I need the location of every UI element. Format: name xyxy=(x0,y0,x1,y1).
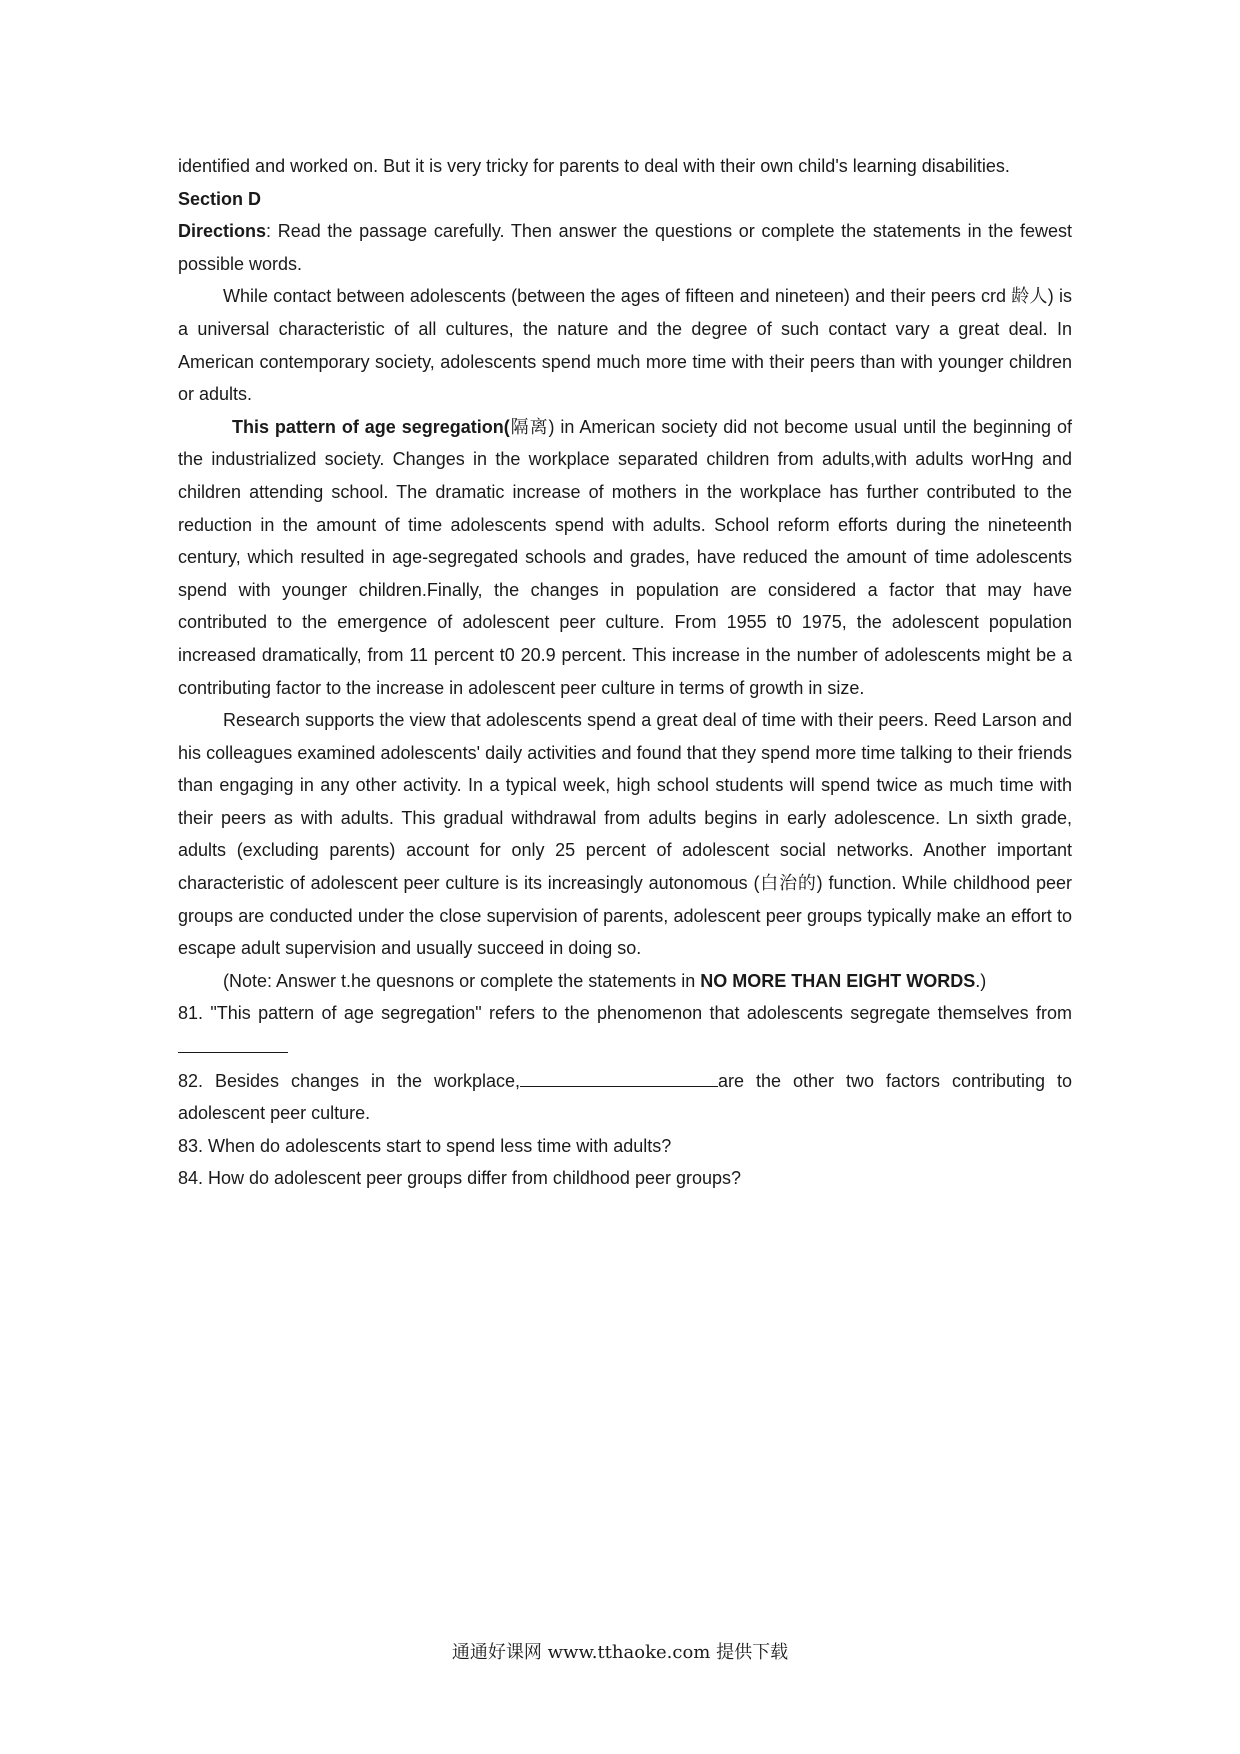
note-prefix: (Note: Answer t.he quesnons or complete the statements in xyxy=(223,970,701,991)
passage-paragraph-2-chinese: 隔离 xyxy=(509,416,549,437)
directions-paragraph xyxy=(178,215,1072,280)
document-body xyxy=(178,150,1072,1195)
passage-paragraph-2-bold: This pattern of age segregation( xyxy=(232,416,510,437)
section-title: Section D xyxy=(178,188,262,209)
answer-blank-82[interactable] xyxy=(520,1064,718,1087)
question-83: 83. When do adolescents start to spend less time with adults? xyxy=(178,1135,672,1156)
intro-paragraph: identified and worked on. But it is very tricky for parents to deal with their own child's learning disabilities. xyxy=(178,156,1010,176)
question-81-text: 81. "This pattern of age segregation" refers to the phenomenon that adolescents segregate themselves from xyxy=(178,1003,1072,1024)
note-word-limit: NO MORE THAN EIGHT WORDS xyxy=(700,970,976,991)
question-82-after: are the other two factors contributing to adolescent peer culture. xyxy=(178,1070,1073,1124)
directions-label: Directions xyxy=(178,221,267,242)
note-suffix: .) xyxy=(975,970,987,991)
directions-text: : Read the passage carefully. Then answer the questions or complete the statements in the fewest possible words. xyxy=(178,221,1072,274)
question-82-before: 82. Besides changes in the workplace, xyxy=(178,1070,521,1091)
question-81 xyxy=(178,997,1072,1063)
passage-paragraph-3: Research supports the view that adolescents spend a great deal of time with their peers. Reed Larson and his colleagues examined adolescents' daily activities and found that they spend more time talking to their friends than engaging in any other activity. In a typical week, high school students will spend twice as much time with their peers as with adults. This gradual withdrawal from adults begins in early adolescence. Ln sixth grade, adults (excluding parents) account for only 25 percent of adolescent social networks. Another important characteristic of adolescent peer culture is its increasingly autonomous (白治的) function. While childhood peer groups are conducted under the close supervision of parents, adolescent peer groups typically make an effort to escape adult supervision and usually succeed in doing so. xyxy=(178,710,1072,959)
note-line xyxy=(178,965,1072,998)
passage-paragraph-2 xyxy=(178,411,1072,704)
question-82 xyxy=(178,1064,1072,1130)
passage-paragraph-2-rest: ) in American society did not become usual until the beginning of the industrialized society. Changes in the workplace separated children from adults,with adults worHng and children attending school. The dramatic increase of mothers in the workplace has further contributed to the reduction in the amount of time adolescents spend with adults. School reform efforts during the nineteenth century, which resulted in age-segregated schools and grades, have reduced the amount of time adolescents spend with younger children.Finally, the changes in population are considered a factor that may have contributed to the emergence of adolescent peer culture. From 1955 t0 1975, the adolescent population increased dramatically, from 11 percent t0 20.9 percent. This increase in the number of adolescents might be a contributing factor to the increase in adolescent peer culture in terms of growth in size. xyxy=(178,416,1072,698)
passage-paragraph-1: While contact between adolescents (between the ages of fifteen and nineteen) and their peers crd 龄人) is a universal characteristic of all cultures, the nature and the degree of such contact vary a great deal. In American contemporary society, adolescents spend much more time with their peers than with younger children or adults. xyxy=(178,286,1072,405)
footer-watermark: 通通好课网 www.tthaoke.com 提供下载 xyxy=(451,1642,789,1663)
question-84: 84. How do adolescent peer groups differ from childhood peer groups? xyxy=(178,1168,742,1189)
answer-blank-81[interactable] xyxy=(178,1030,288,1053)
